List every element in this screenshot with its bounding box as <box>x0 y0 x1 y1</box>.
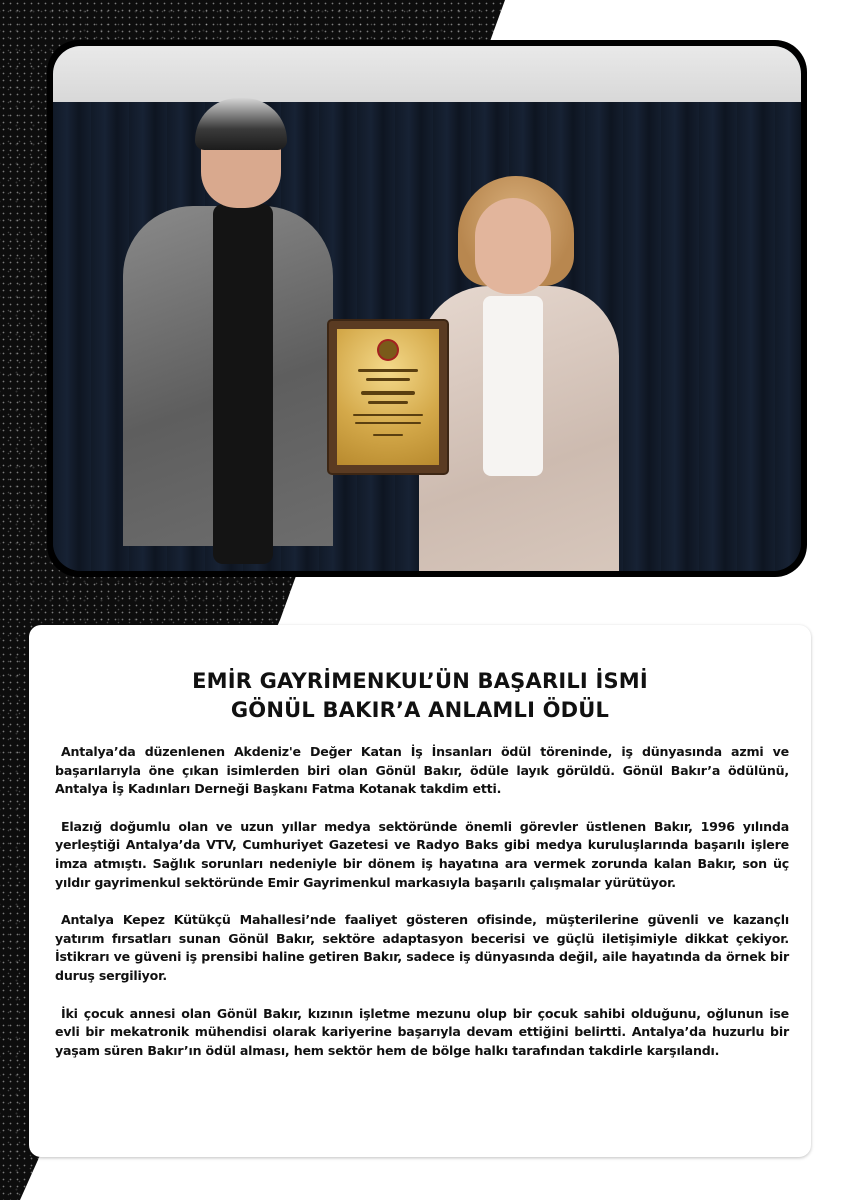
plaque-text-line <box>366 378 410 381</box>
headline-line-2: GÖNÜL BAKIR’A ANLAMLI ÖDÜL <box>230 698 610 723</box>
presenter-scarf <box>213 204 273 564</box>
article-card <box>29 625 811 1157</box>
award-photo <box>53 46 801 571</box>
article-headline <box>29 667 811 725</box>
plaque-text-line <box>358 369 418 372</box>
plaque-text-line <box>368 401 408 404</box>
awardee-blouse <box>483 296 543 476</box>
award-plaque-face <box>337 329 439 465</box>
photo-wall <box>53 46 801 102</box>
award-plaque <box>329 321 447 473</box>
award-photo-frame <box>47 40 807 577</box>
article-paragraph-2: Elazığ doğumlu olan ve uzun yıllar medya sektöründe önemli görevler üstlenen Bakır, 1996 yılında yerleştiği Antalya’da VTV, Cumhuriyet Gazetesi ve Radyo Baks gibi medya kuruluşlarında başarılı işlere imza atmıştı. Sağlık sorunları nedeniyle bir dönem iş hayatına ara vermek zorunda kalan Bakır, son üç yıldır gayrimenkul sektöründe Emir Gayrimenkul markasıyla başarılı çalışmalar yürütüyor. <box>55 818 789 890</box>
plaque-emblem-icon <box>379 341 397 359</box>
awardee-head <box>475 198 551 294</box>
article-body <box>55 743 789 1079</box>
article-paragraph-4: İki çocuk annesi olan Gönül Bakır, kızının işletme mezunu olup bir çocuk sahibi olduğunu, oğlunun ise evli bir mekatronik mühendisi olarak kariyerine başarıyla devam ettiğini belirtti. Antalya’da huzurlu bir yaşam süren Bakır’ın ödül alması, hem sektör hem de bölge halkı tarafından takdirle karşılandı. <box>55 1005 789 1058</box>
plaque-text-line <box>355 422 421 424</box>
headline-line-1: EMİR GAYRİMENKUL’ÜN BAŞARILI İSMİ <box>192 669 648 694</box>
article-paragraph-1: Antalya’da düzenlenen Akdeniz'e Değer Katan İş İnsanları ödül töreninde, iş dünyasında azmi ve başarılarıyla öne çıkan isimlerden biri olan Gönül Bakır, ödüle layık görüldü. Gönül Bakır’a ödülünü, Antalya İş Kadınları Derneği Başkanı Fatma Kotanak takdim etti. <box>55 744 789 797</box>
article-paragraph-3: Antalya Kepez Kütükçü Mahallesi’nde faaliyet gösteren ofisinde, müşterilerine güvenli ve kazançlı yatırım fırsatları sunan Gönül Bakır, sektöre adaptasyon becerisi ve güçlü iletişimiyle dikkat çekiyor. İstikrarı ve güveni iş prensibi haline getiren Bakır, sadece iş dünyasında değil, aile hayatında da örnek bir duruş sergiliyor. <box>55 912 789 983</box>
plaque-text-line <box>373 434 403 436</box>
plaque-text-line <box>353 414 423 416</box>
plaque-text-line <box>361 391 415 395</box>
